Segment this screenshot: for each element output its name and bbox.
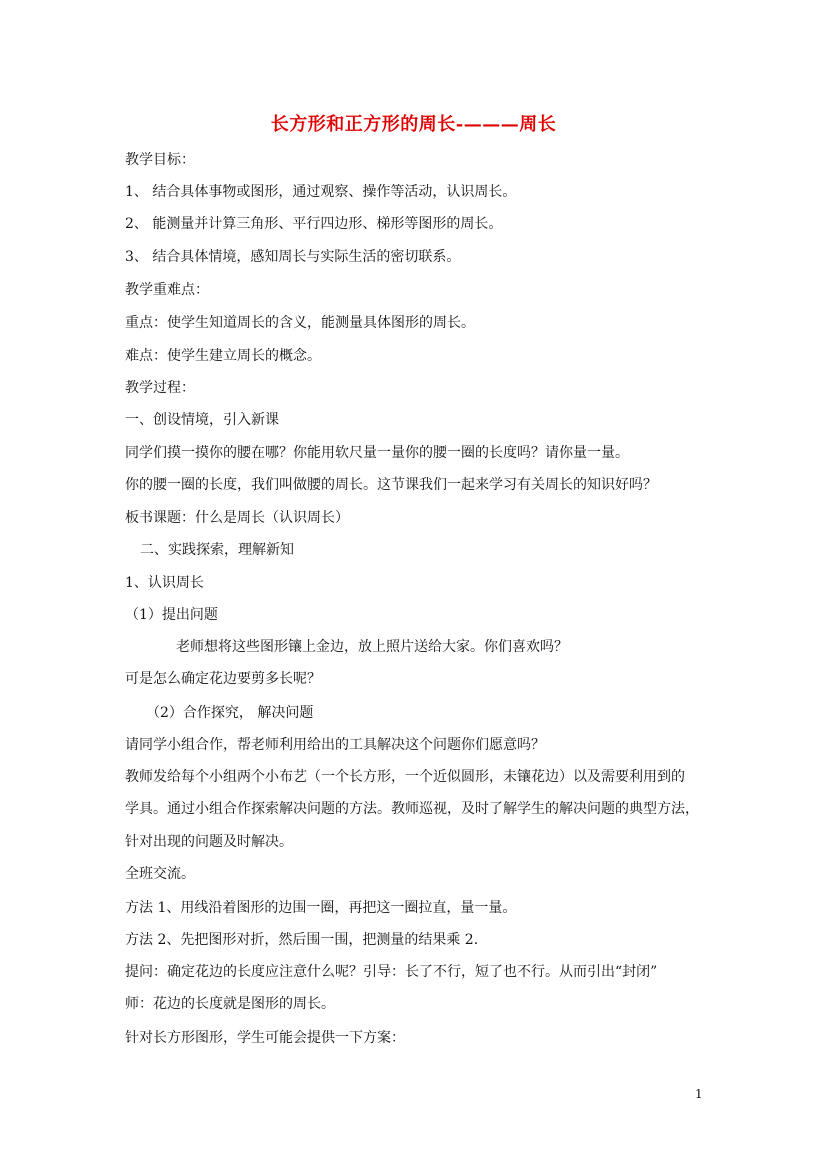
text-line: 教学目标： xyxy=(125,152,195,168)
text-line: 提问：确定花边的长度应注意什么呢？引导：长了不行，短了也不行。从而引出“封闭” xyxy=(125,964,658,980)
text-line: 老师想将这些图形镶上金边，放上照片送给大家。你们喜欢吗？ xyxy=(176,639,568,655)
text-line: （1）提出问题 xyxy=(125,607,218,623)
text-line: 同学们摸一摸你的腰在哪？你能用软尺量一量你的腰一圈的长度吗？请你量一量。 xyxy=(125,445,629,461)
text-line: 师：花边的长度就是图形的周长。 xyxy=(125,996,335,1012)
page-number: 1 xyxy=(695,1087,703,1101)
text-line: 2、 能测量并计算三角形、平行四边形、梯形等图形的周长。 xyxy=(125,216,503,232)
text-line: 你的腰一圈的长度，我们叫做腰的周长。这节课我们一起来学习有关周长的知识好吗？ xyxy=(125,477,657,493)
text-line: 板书课题：什么是周长（认识周长） xyxy=(125,510,349,526)
text-line: 方法 2、先把图形对折，然后围一围，把测量的结果乘 2. xyxy=(125,932,479,948)
text-line: 针对长方形图形，学生可能会提供一下方案： xyxy=(125,1030,405,1046)
text-line: 3、 结合具体情境，感知周长与实际生活的密切联系。 xyxy=(125,249,461,265)
text-line: 全班交流。 xyxy=(125,866,195,882)
text-line: 教学过程： xyxy=(125,380,195,396)
text-line: 一、创设情境，引入新课 xyxy=(125,412,279,428)
text-line: 难点：使学生建立周长的概念。 xyxy=(125,348,321,364)
document-title: 长方形和正方形的周长-———周长 xyxy=(270,114,557,135)
text-line: 方法 1、用线沿着图形的边围一圈，再把这一圈拉直，量一量。 xyxy=(125,900,517,916)
text-line: 教师发给每个小组两个小布艺（一个长方形，一个近似圆形，未镶花边）以及需要利用到的 xyxy=(125,769,685,785)
text-line: 二、实践探索，理解新知 xyxy=(140,542,294,558)
text-line: 可是怎么确定花边要剪多长呢？ xyxy=(125,671,321,687)
text-line: 1、 结合具体事物或图形，通过观察、操作等活动，认识周长。 xyxy=(125,184,517,200)
text-line: 1、认识周长 xyxy=(125,575,204,591)
text-line: 请同学小组合作，帮老师利用给出的工具解决这个问题你们愿意吗？ xyxy=(125,737,545,753)
text-line: （2）合作探究， 解决问题 xyxy=(146,705,314,721)
text-line: 教学重难点： xyxy=(125,282,209,298)
text-line: 重点：使学生知道周长的含义，能测量具体图形的周长。 xyxy=(125,315,475,331)
text-line: 针对出现的问题及时解决。 xyxy=(125,834,293,850)
text-line: 学具。通过小组合作探索解决问题的方法。教师巡视，及时了解学生的解决问题的典型方法， xyxy=(125,801,699,817)
